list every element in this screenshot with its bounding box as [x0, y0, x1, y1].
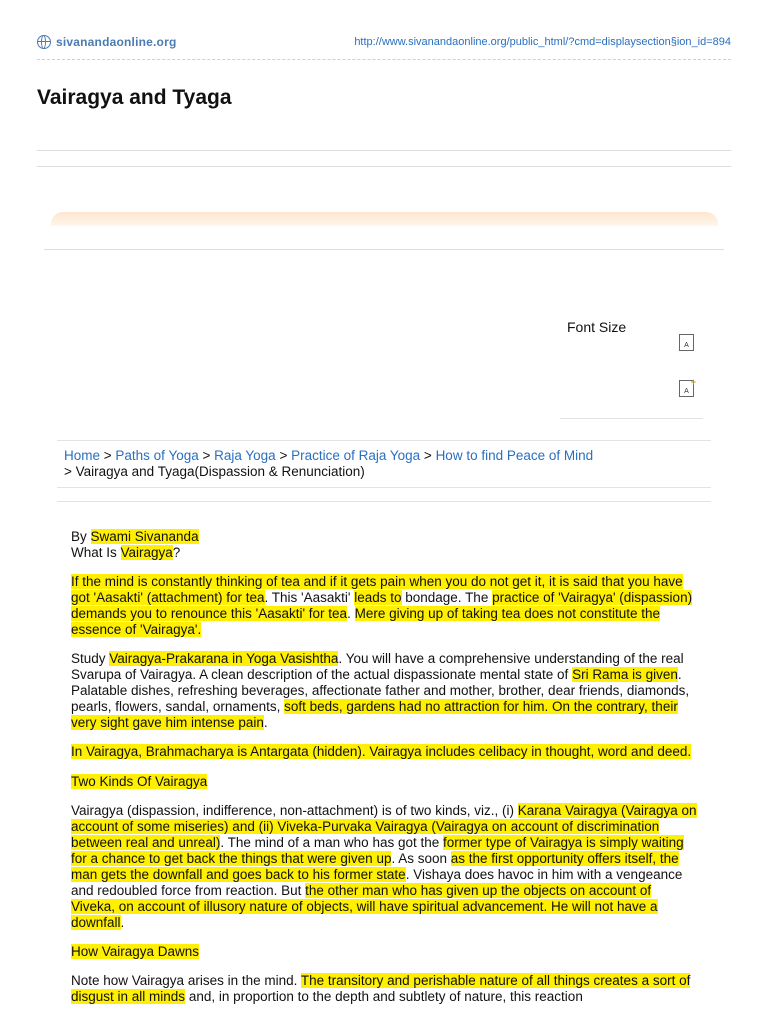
section-heading: How Vairagya Dawns	[71, 944, 200, 960]
increase-font-button[interactable]	[679, 377, 696, 397]
header-divider	[37, 59, 731, 60]
divider	[37, 166, 731, 167]
breadcrumb-raja-yoga[interactable]: Raja Yoga	[214, 448, 276, 463]
author-name[interactable]: Swami Sivananda	[90, 529, 199, 544]
divider	[37, 150, 731, 151]
decrease-font-button[interactable]	[679, 334, 694, 351]
divider	[560, 418, 703, 419]
paragraph: Note how Vairagya arises in the mind. The transitory and perishable nature of all things creates a sort of disgust in all minds and, in proportion to the depth and subtlety of nature, this reaction	[71, 973, 691, 1005]
divider	[44, 249, 724, 250]
page-title: Vairagya and Tyaga	[37, 86, 232, 109]
breadcrumb-current: > Vairagya and Tyaga(Dispassion & Renunciation)	[64, 463, 365, 479]
font-size-label: Font Size	[567, 319, 627, 335]
content-banner	[51, 212, 718, 226]
breadcrumb-separator: >	[420, 448, 436, 463]
font-decrease-icon: A	[684, 342, 689, 349]
globe-icon	[37, 35, 51, 49]
breadcrumb-paths-of-yoga[interactable]: Paths of Yoga	[115, 448, 199, 463]
site-name: sivanandaonline.org	[56, 35, 177, 49]
divider	[57, 487, 711, 488]
site-logo[interactable]	[37, 35, 177, 49]
breadcrumb-separator: >	[198, 448, 215, 463]
breadcrumb-separator: >	[275, 448, 292, 463]
divider	[57, 440, 711, 441]
paragraph: Study Vairagya-Prakarana in Yoga Vasishtha. You will have a comprehensive understanding of the real Svarupa of Vairagya. A clean description of the actual dispassionate mental state of Sri Rama is given. Palatable dishes, refreshing beverages, affectionate father and mother, brother, dear friends, diamonds, pearls, flowers, sandal, ornaments, soft beds, gardens had no attraction for him. On the contrary, their very sight gave him intense pain.	[71, 651, 690, 731]
breadcrumb-separator: >	[100, 448, 116, 463]
byline: By Swami Sivananda	[71, 529, 199, 544]
breadcrumb	[64, 448, 704, 479]
breadcrumb-peace-of-mind[interactable]: How to find Peace of Mind	[435, 448, 594, 463]
section-question: What Is Vairagya?	[71, 544, 181, 560]
plus-icon: +	[690, 377, 696, 387]
paragraph: If the mind is constantly thinking of tea and if it gets pain when you do not get it, it is said that you have got 'Aasakti' (attachment) for tea. This 'Aasakti' leads to bondage. The practice of 'Vairagya' (dispassion) demands you to renounce this 'Aasakti' for tea. Mere giving up of taking tea does not constitute the essence of 'Vairagya'.	[71, 574, 693, 638]
font-increase-icon: A	[684, 388, 689, 395]
paragraph: Vairagya (dispassion, indifference, non-attachment) is of two kinds, viz., (i) Karana Vairagya (Vairagya on account of some miseries) and (ii) Viveka-Purvaka Vairagya (Vairagya on account of discrimination between real and unreal). The mind of a man who has got the former type of Vairagya is simply waiting for a chance to get back the things that were given up. As soon as the first opportunity offers itself, the man gets the downfall and goes back to his former state. Vishaya does havoc in him with a vengeance and redoubled force from reaction. But the other man who has given up the objects on account of Viveka, on account of illusory nature of objects, will have spiritual advancement. He will not have a downfall.	[71, 803, 697, 930]
section-heading: Two Kinds Of Vairagya	[71, 773, 208, 789]
breadcrumb-practice-of-raja-yoga[interactable]: Practice of Raja Yoga	[291, 448, 421, 463]
divider	[57, 501, 711, 502]
page-url[interactable]: http://www.sivanandaonline.org/public_html/?cmd=displaysection§ion_id=894	[354, 36, 731, 48]
breadcrumb-home[interactable]: Home	[64, 448, 101, 463]
paragraph: In Vairagya, Brahmacharya is Antargata (hidden). Vairagya includes celibacy in thought, word and deed.	[71, 744, 692, 760]
article-body	[71, 529, 697, 1019]
